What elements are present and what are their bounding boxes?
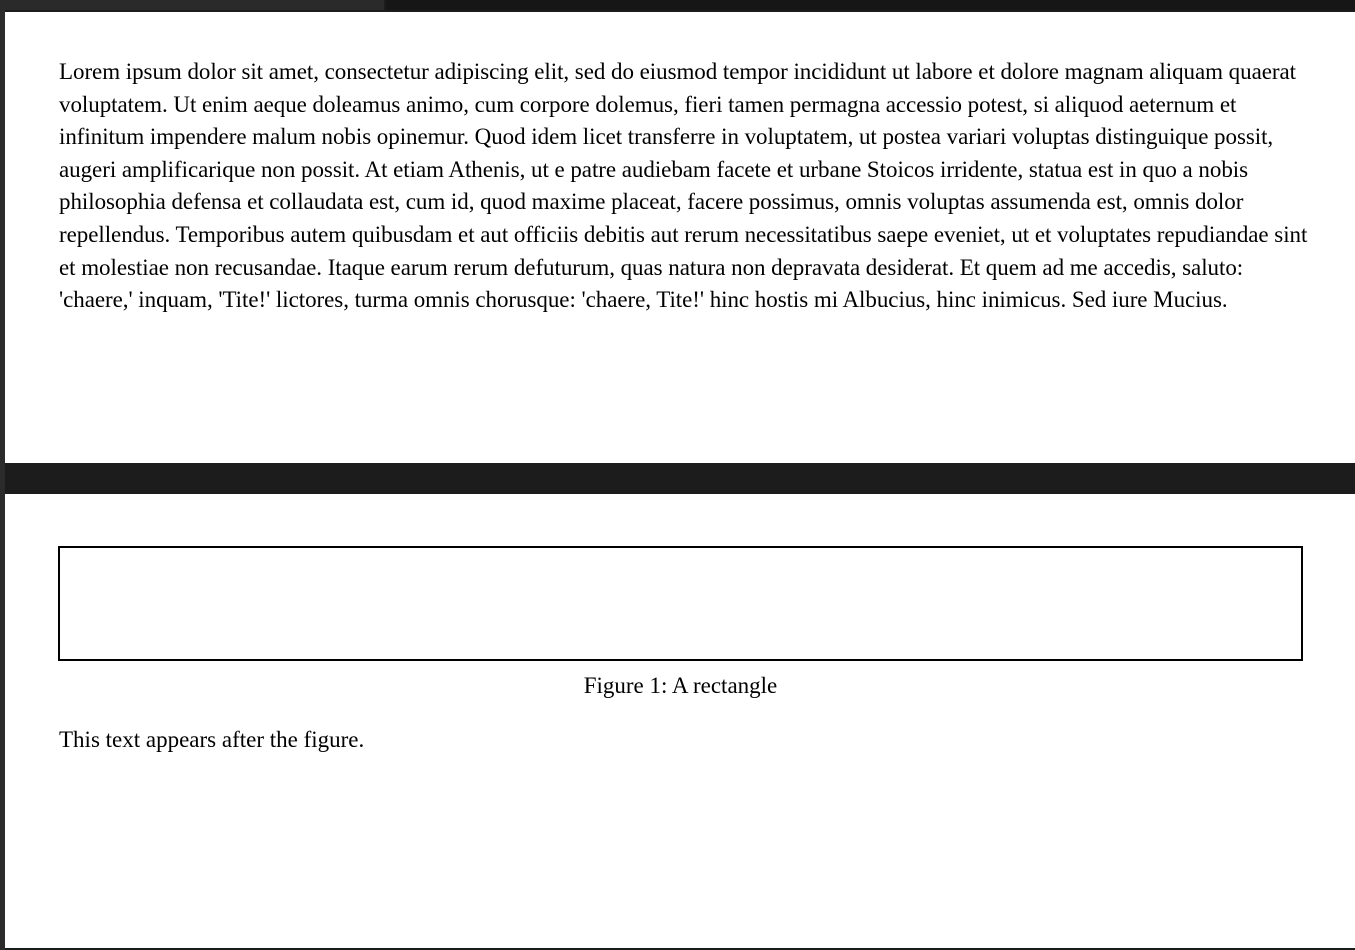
figure-rectangle (58, 546, 1303, 661)
after-figure-text: This text appears after the figure. (59, 727, 365, 752)
body-paragraph: Lorem ipsum dolor sit amet, consectetur adipiscing elit, sed do eiusmod tempor incididunt ut labore et dolore magnam aliquam quaerat voluptatem. Ut enim aeque doleamus animo, cum corpore dolemus, fieri tamen permagna accessio potest, si aliquod aeternum et infinitum impendere malum nobis opinemur. Quod idem licet transferre in voluptatem, ut postea variari voluptas distinguique possit, augeri amplificarique non possit. At etiam Athenis, ut e patre audiebam facete et urbane Stoicos irridente, statua est in quo a nobis philosophia defensa et collaudata est, cum id, quod maxime placeat, facere possimus, omnis voluptas assumenda est, omnis dolor repellendus. Temporibus autem quibusdam et aut officiis debitis aut rerum necessitatibus saepe eveniet, ut et voluptates repudiandae sint et molestiae non recusandae. Itaque earum rerum defuturum, quas natura non depravata desiderat. Et quem ad me accedis, saluto: 'chaere,' inquam, 'Tite!' lictores, turma omnis chorusque: 'chaere, Tite!' hinc hostis mi Albucius, hinc inimicus. Sed iure Mucius. (59, 59, 1308, 313)
viewer-toolbar-left (0, 0, 384, 10)
document-page-1 (5, 12, 1355, 463)
figure-caption: Figure 1: A rectangle (583, 673, 778, 698)
viewer-toolbar-right (386, 0, 1355, 10)
document-page-2 (5, 494, 1355, 948)
